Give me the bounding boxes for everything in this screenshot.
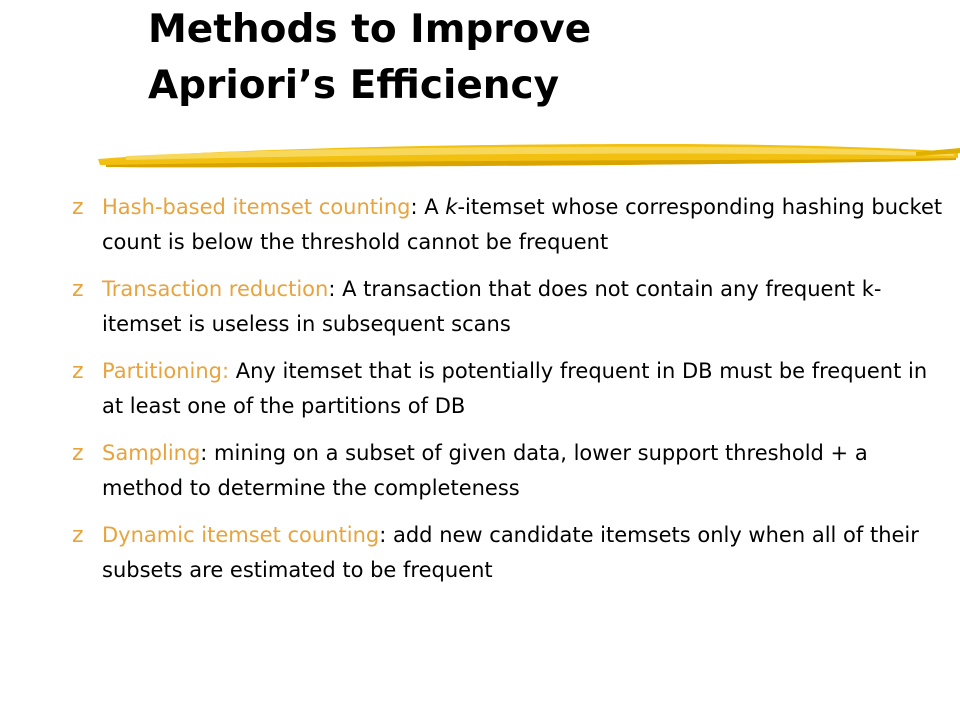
bullet-item — [64, 354, 944, 424]
title-brush-underline — [96, 132, 960, 180]
bullet-text: : mining on a subset of given data, lower support threshold + a method to determine the completeness — [102, 441, 868, 500]
bullet-term: Hash-based itemset counting — [102, 195, 411, 219]
bullet-marker: z — [72, 441, 84, 466]
bullet-marker: z — [72, 195, 84, 220]
bullet-item — [64, 518, 944, 588]
slide-title-line-2: Apriori’s Efficiency — [148, 63, 560, 108]
bullet-term: Dynamic itemset counting — [102, 523, 380, 547]
bullet-marker: z — [72, 277, 84, 302]
bullet-item — [64, 272, 944, 342]
bullet-text: -itemset whose corresponding hashing bucket count is below the threshold cannot be frequent — [102, 195, 943, 254]
bullet-marker: z — [72, 523, 84, 548]
bullet-term: Transaction reduction — [102, 277, 329, 301]
bullet-term: Sampling — [102, 441, 201, 465]
bullet-marker: z — [72, 359, 84, 384]
bullet-text: : A transaction that does not contain any frequent k-itemset is useless in subsequent scans — [102, 277, 882, 336]
bullet-text: Any itemset that is potentially frequent in DB must be frequent in at least one of the partitions of DB — [102, 359, 928, 418]
slide-title — [148, 2, 908, 114]
bullet-item — [64, 436, 944, 506]
bullet-term: Partitioning: — [102, 359, 230, 383]
bullet-item — [64, 190, 944, 260]
slide-title-line-1: Methods to Improve — [148, 7, 592, 52]
bullet-list — [64, 190, 944, 600]
bullet-italic: k — [445, 195, 458, 219]
bullet-text: : add new candidate itemsets only when all of their subsets are estimated to be frequent — [102, 523, 919, 582]
bullet-text: : A — [410, 195, 446, 219]
